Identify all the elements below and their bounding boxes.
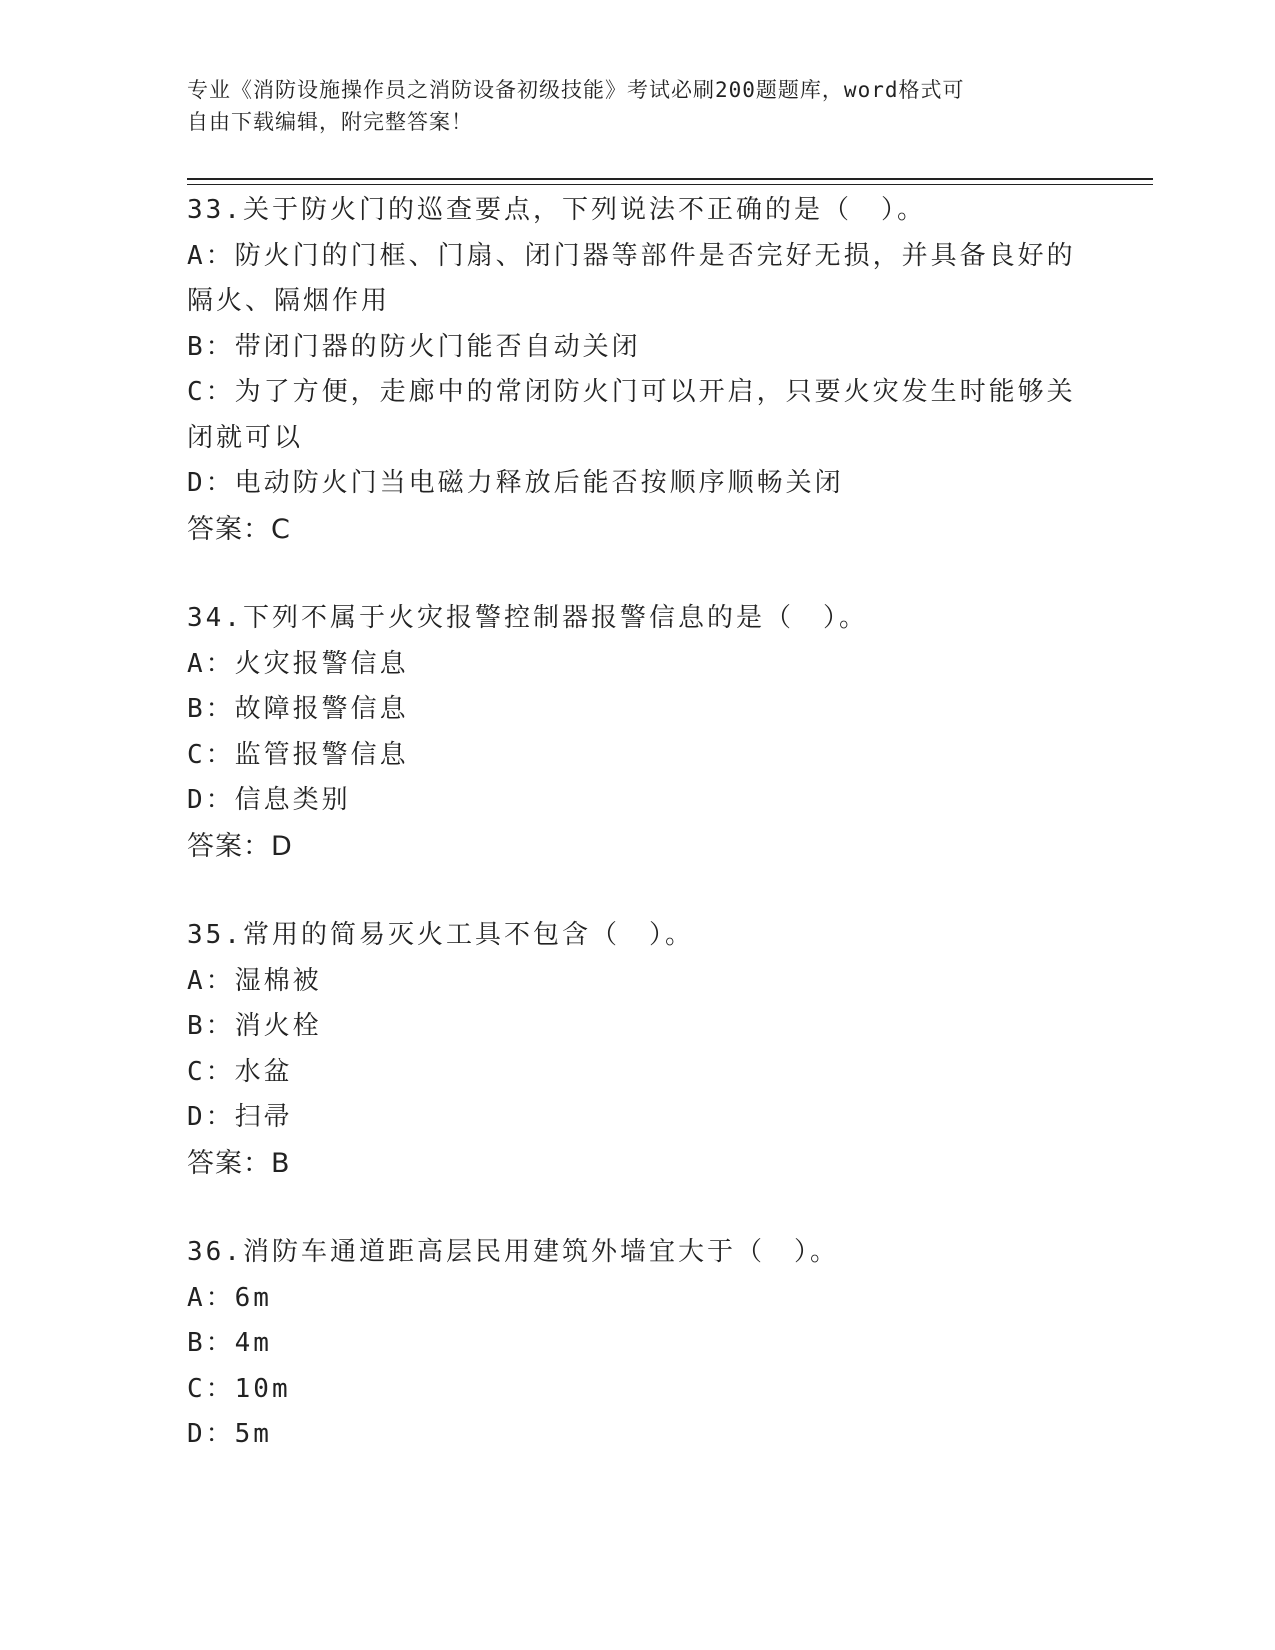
option-d: D：5m: [187, 1419, 272, 1449]
question-stem: 36.消防车通道距高层民用建筑外墙宜大于（ ）。: [187, 1237, 839, 1267]
header-line-2: 自由下载编辑，附完整答案！: [187, 110, 473, 134]
question-33: [187, 188, 1087, 552]
option-b: B：故障报警信息: [187, 694, 409, 724]
question-35: [187, 913, 1087, 1186]
header-divider-thin: [187, 184, 1153, 185]
option-c: C：监管报警信息: [187, 739, 409, 770]
document-header: [187, 74, 1067, 138]
question-stem: 33.关于防火门的巡查要点，下列说法不正确的是（ ）。: [187, 195, 926, 225]
option-a: A：火灾报警信息: [187, 648, 409, 679]
option-a: A：湿棉被: [187, 965, 322, 996]
option-d: D：扫帚: [187, 1102, 293, 1132]
option-c: C：为了方便，走廊中的常闭防火门可以开启，只要火灾发生时能够关: [187, 377, 1076, 407]
question-list: [187, 188, 1087, 1502]
question-36: [187, 1230, 1087, 1458]
option-b: B：消火栓: [187, 1011, 322, 1041]
header-line-1: 专业《消防设施操作员之消防设备初级技能》考试必刷200题题库，word格式可: [187, 78, 965, 102]
option-a: A：6m: [187, 1282, 272, 1313]
answer-line: 答案：D: [187, 830, 293, 862]
header-divider-thick: [187, 178, 1153, 180]
answer-line: 答案：C: [187, 513, 291, 545]
option-c: C：水盆: [187, 1056, 293, 1087]
question-stem: 34.下列不属于火灾报警控制器报警信息的是（ ）。: [187, 603, 868, 633]
answer-line: 答案：B: [187, 1147, 291, 1179]
option-a-continued: 隔火、隔烟作用: [187, 286, 391, 316]
option-b: B：带闭门器的防火门能否自动关闭: [187, 331, 641, 362]
option-a: A：防火门的门框、门扇、闭门器等部件是否完好无损，并具备良好的: [187, 240, 1076, 271]
question-34: [187, 596, 1087, 869]
option-d: D：信息类别: [187, 785, 351, 815]
option-c: C：10m: [187, 1373, 291, 1404]
option-b: B：4m: [187, 1328, 272, 1358]
option-c-continued: 闭就可以: [187, 422, 304, 453]
option-d: D：电动防火门当电磁力释放后能否按顺序顺畅关闭: [187, 468, 844, 498]
question-stem: 35.常用的简易灭火工具不包含（ ）。: [187, 920, 694, 950]
